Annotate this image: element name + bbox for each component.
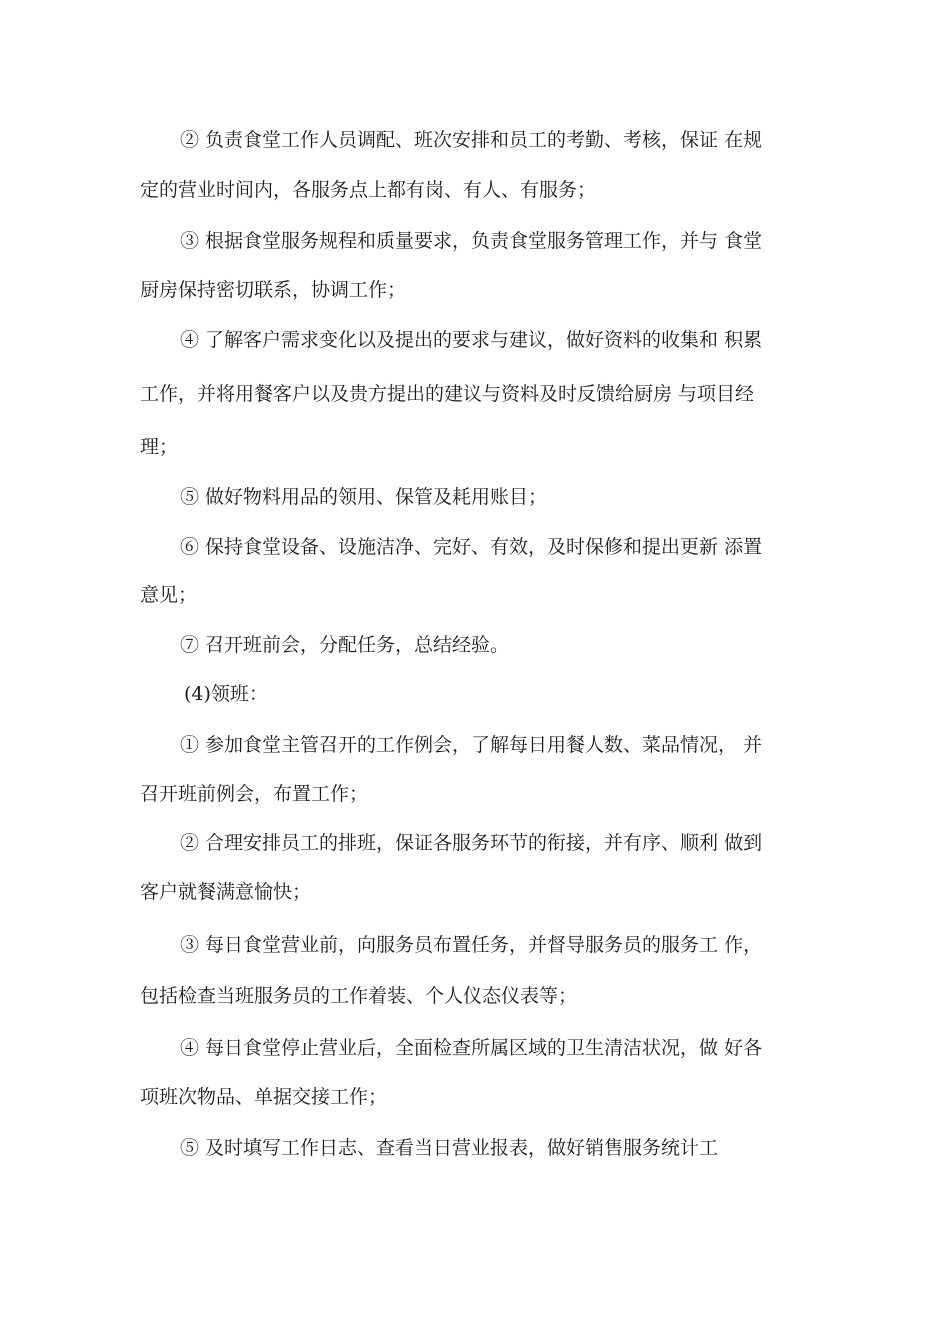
list-item-leader-3: ③ 每日食堂营业前，向服务员布置任务，并督导服务员的服务工 作， (180, 934, 763, 956)
list-item-leader-2-cont: 客户就餐满意愉快； (140, 881, 312, 903)
list-item-duty-7: ⑦ 召开班前会，分配任务，总结经验。 (180, 634, 510, 656)
list-item-duty-2: ② 负责食堂工作人员调配、班次安排和员工的考勤、考核，保证 在规 (180, 129, 763, 151)
list-item-duty-6: ⑥ 保持食堂设备、设施洁净、完好、有效，及时保修和提出更新 添置 (180, 536, 763, 558)
list-item-duty-5: ⑤ 做好物料用品的领用、保管及耗用账目； (180, 486, 548, 508)
list-item-leader-1: ① 参加食堂主管召开的工作例会，了解每日用餐人数、菜品情况， 并 (180, 734, 763, 756)
list-item-duty-4: ④ 了解客户需求变化以及提出的要求与建议，做好资料的收集和 积累 (180, 329, 763, 351)
list-item-duty-3-cont: 厨房保持密切联系，协调工作； (140, 279, 407, 301)
list-item-leader-3-cont: 包括检查当班服务员的工作着装、个人仪态仪表等； (140, 985, 578, 1007)
list-item-duty-3: ③ 根据食堂服务规程和质量要求，负责食堂服务管理工作，并与 食堂 (180, 230, 763, 252)
list-item-leader-4-cont: 项班次物品、单据交接工作； (140, 1086, 388, 1108)
list-item-leader-1-cont: 召开班前例会，布置工作； (140, 783, 369, 805)
list-item-leader-2: ② 合理安排员工的排班，保证各服务环节的衔接，并有序、顺利 做到 (180, 832, 763, 854)
list-item-duty-6-cont: 意见； (140, 584, 198, 606)
list-item-leader-4: ④ 每日食堂停止营业后，全面检查所属区域的卫生清洁状况，做 好各 (180, 1037, 763, 1059)
list-item-leader-5: ⑤ 及时填写工作日志、查看当日营业报表，做好销售服务统计工 (180, 1137, 719, 1159)
list-item-duty-4-cont: 工作，并将用餐客户以及贵方提出的建议与资料及时反馈给厨房 与项目经 (140, 383, 755, 405)
list-item-duty-2-cont: 定的营业时间内，各服务点上都有岗、有人、有服务； (140, 179, 597, 201)
section-heading-team-leader: (4)领班： (184, 683, 268, 705)
list-item-duty-4-cont-2: 理； (140, 436, 179, 458)
